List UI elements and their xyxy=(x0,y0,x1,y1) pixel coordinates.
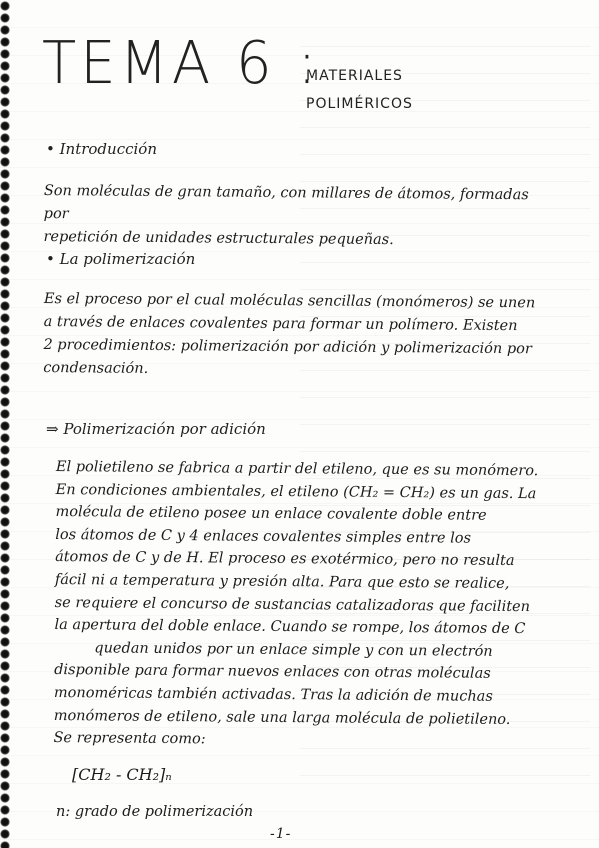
intro-line-1: Son moléculas de gran tamaño, con millares de átomos, formadas por xyxy=(43,182,529,223)
polyethylene-formula: [CH₂ - CH₂]ₙ xyxy=(72,765,172,784)
adicion-line: los átomos de C y 4 enlaces covalentes simples entre los xyxy=(55,526,472,547)
polim-line-2: a través de enlaces covalentes para formar un polímero. Existen xyxy=(43,313,518,335)
title-main: TEMA 6 : xyxy=(42,29,321,98)
adicion-line: molécula de etileno posee un enlace covalente doble entre xyxy=(55,504,487,524)
page-number: -1- xyxy=(270,826,292,842)
adicion-line: En condiciones ambientales, el etileno (CH₂ = CH₂) es un gas. La xyxy=(55,481,537,502)
polim-line-1: Es el proceso por el cual moléculas sencillas (monómeros) se unen xyxy=(43,290,536,312)
title-subtitle xyxy=(306,62,413,118)
adicion-line: monómeros de etileno, sale una larga molécula de polietileno. xyxy=(53,707,511,728)
intro-line-2: repetición de unidades estructurales pequeñas. xyxy=(43,228,394,249)
adicion-line: Se representa como: xyxy=(53,730,206,748)
paragraph-adicion xyxy=(53,456,566,754)
adicion-line: se requiere el concurso de sustancias catalizadoras que faciliten xyxy=(54,594,531,615)
subtitle-line-2: POLIMÉRICOS xyxy=(306,96,413,112)
adicion-line: la apertura del doble enlace. Cuando se rompe, los átomos de C xyxy=(54,617,526,638)
adicion-line: fácil ni a temperatura y presión alta. Para que esto se realice, xyxy=(54,571,510,592)
adicion-line: monoméricas también activadas. Tras la adición de muchas xyxy=(53,684,493,705)
paragraph-introduccion xyxy=(43,180,554,253)
heading-introduccion: • Introducción xyxy=(46,140,157,158)
polim-line-4: condensación. xyxy=(43,359,149,377)
adicion-line: El polietileno se fabrica a partir del etileno, que es su monómero. xyxy=(55,458,539,480)
adicion-line: disponible para formar nuevos enlaces con otras moléculas xyxy=(54,662,491,683)
heading-polimerizacion-adicion: ⇒ Polimerización por adición xyxy=(46,420,266,438)
page-title xyxy=(42,29,321,98)
heading-polimerizacion: • La polimerización xyxy=(46,250,196,268)
spiral-binding xyxy=(0,0,16,848)
adicion-line: átomos de C y de H. El proceso es exotérmico, pero no resulta xyxy=(55,549,515,570)
subtitle-line-1: MATERIALES xyxy=(306,68,403,84)
polim-line-3: 2 procedimientos: polimerización por adición y polimerización por xyxy=(43,336,532,358)
polymerization-degree-note: n: grado de polimerización xyxy=(56,804,254,820)
paragraph-polimerizacion xyxy=(43,288,564,385)
adicion-line: quedan unidos por un enlace simple y con un electrón xyxy=(94,640,493,660)
